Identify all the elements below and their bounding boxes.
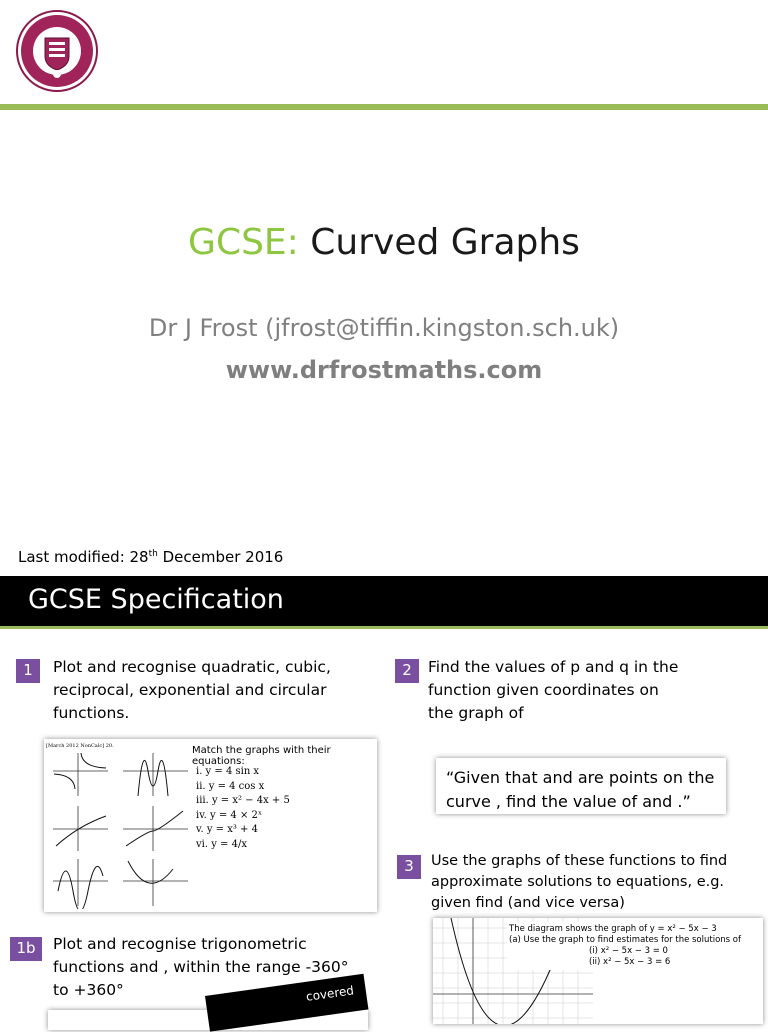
author-line: Dr J Frost (jfrost@tiffin.kingston.sch.uk) [148, 314, 620, 342]
modified-suffix: December 2016 [157, 548, 284, 566]
slide-header-title: GCSE Specification [28, 584, 284, 615]
school-crest-logo [16, 10, 98, 92]
item-text-3: Use the graphs of these functions to find approximate solutions to equations, e.g. given find (and vice versa) [431, 853, 728, 911]
covered-banner: covered [205, 974, 368, 1032]
page-title [0, 222, 768, 263]
match-title: Match the graphs with their equations: [192, 745, 331, 767]
quadratic-diagram-thumbnail [433, 918, 763, 1024]
slide-header-divider [0, 626, 768, 629]
modified-prefix: Last modified: 28 [18, 548, 149, 566]
diagram-line: (a) Use the graph to find estimates for the solutions of [509, 935, 741, 945]
diagram-line: (i) x² − 5x − 3 = 0 [589, 946, 668, 956]
item-number-1b: 1b [10, 937, 42, 961]
slide-header-bar [0, 576, 768, 626]
item-text-2: Find the values of p and q in the function given coordinates on the graph of [428, 658, 679, 722]
equation-list [196, 765, 290, 852]
header-divider [0, 104, 768, 110]
title-main: Curved Graphs [298, 222, 580, 263]
item-text-1: Plot and recognise quadratic, cubic, reciprocal, exponential and circular functions. [53, 658, 331, 722]
diagram-question [507, 922, 761, 970]
match-graphs-thumbnail [44, 739, 377, 912]
equation-item: iv. y = 4 × 2ˣ [196, 809, 263, 821]
modified-sup: th [148, 549, 158, 559]
quote-box: “Given that and are points on the curve , find the value of and .” [436, 758, 726, 814]
match-source: [March 2012 NonCalc] 20. [46, 743, 114, 749]
item-number-3: 3 [397, 855, 421, 879]
website-link[interactable]: www.drfrostmaths.com [225, 356, 543, 384]
item-number-2: 2 [395, 659, 419, 683]
item-number-1: 1 [16, 659, 40, 683]
equation-item: ii. y = 4 cos x [196, 780, 265, 792]
specification-slide [0, 576, 768, 1024]
title-accent: GCSE: [188, 222, 299, 263]
equation-item: i. y = 4 sin x [196, 766, 260, 777]
item-text-1b: Plot and recognise trigonometric functions and , within the range -360° to +360° [53, 935, 349, 999]
equation-item: vi. y = 4/x [196, 838, 247, 850]
equation-item: iii. y = x² − 4x + 5 [196, 795, 290, 806]
last-modified [18, 548, 283, 566]
equation-item: v. y = x³ + 4 [196, 824, 258, 835]
mini-graphs-icon [48, 751, 198, 909]
diagram-line: The diagram shows the graph of y = x² − 5x − 3 [509, 924, 717, 934]
diagram-line: (ii) x² − 5x − 3 = 6 [589, 957, 671, 967]
